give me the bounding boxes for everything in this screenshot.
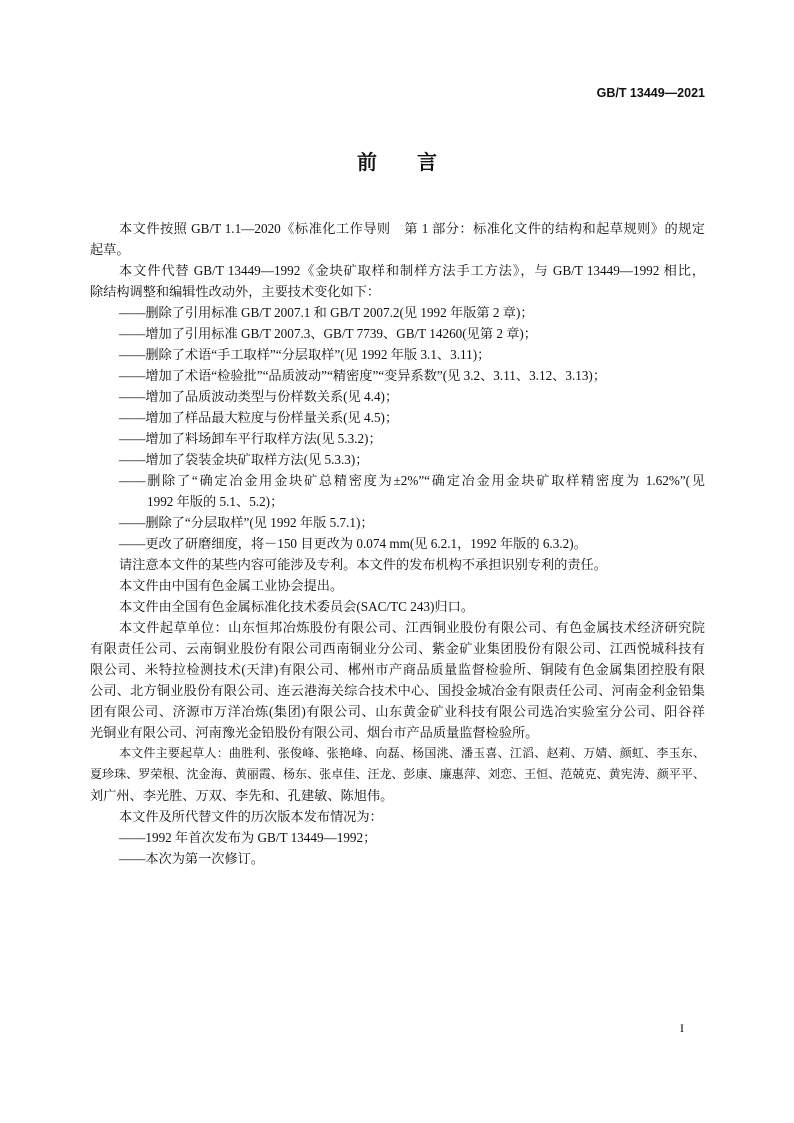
body-line: 本文件代替 GB/T 13449—1992《金块矿取样和制样方法手工方法》，与 GB/T 13449—1992 相比， [119,263,705,278]
change-list-item: ——更改了研磨细度，将－150 目更改为 0.074 mm(见 6.2.1，1992 年版的 6.3.2)。 [119,536,587,551]
change-list-item-continuation: 1992 年版的 5.1、5.2)； [147,494,284,509]
change-list-item: ——增加了品质波动类型与份样数关系(见 4.4)； [119,389,399,404]
change-list-item: ——删除了引用标准 GB/T 2007.1 和 GB/T 2007.2(见 1992 年版第 2 章)； [119,305,534,320]
document-code: GB/T 13449—2021 [596,86,705,100]
change-list-item: ——增加了袋装金块矿取样方法(见 5.3.3)； [119,452,369,467]
drafters: 本文件主要起草人：曲胜利、张俊峰、张艳峰、向磊、杨国洮、潘玉喜、江滔、赵莉、万婧、颜虹、李玉东、 [119,746,705,760]
version-history-item: ——1992 年首次发布为 GB/T 13449—1992； [119,830,377,845]
page-number: I [680,1021,684,1035]
drafters: 刘广州、李光胜、万双、李先和、孔建敏、陈旭伟。 [90,788,394,803]
change-list-item: ——增加了术语“检验批”“品质波动”“精密度”“变异系数”(见 3.2、3.11、3.12、3.13)； [119,368,607,383]
drafting-units: 限公司、米特拉检测技术(天津)有限公司、郴州市产商品质量监督检验所、铜陵有色金属集团控股有限 [90,662,705,677]
committee-statement: 本文件由全国有色金属标准化技术委员会(SAC/TC 243)归口。 [119,599,474,614]
version-history-intro: 本文件及所代替文件的历次版本发布情况为： [119,809,383,824]
drafting-units: 光铜业有限公司、河南豫光金铅股份有限公司、烟台市产品质量监督检验所。 [90,725,539,740]
change-list-item: ——删除了术语“手工取样”“分层取样”(见 1992 年版 3.1、3.11)； [119,347,491,362]
patent-notice: 请注意本文件的某些内容可能涉及专利。本文件的发布机构不承担识别专利的责任。 [119,557,607,572]
body-line: 起草。 [90,242,130,257]
body-line: 本文件按照 GB/T 1.1—2020《标准化工作导则 第 1 部分：标准化文件的结构和起草规则》的规定 [119,221,705,236]
change-list-item: ——增加了样品最大粒度与份样量关系(见 4.5)； [119,410,399,425]
change-list-item: ——删除了“确定冶金用金块矿总精密度为±2%”“确定冶金用金块矿取样精密度为 1.62%”(见 [119,473,705,488]
drafting-units: 有限责任公司、云南铜业股份有限公司西南铜业分公司、紫金矿业集团股份有限公司、江西悦城科技有 [90,641,705,656]
drafting-units: 本文件起草单位：山东恒邦冶炼股份有限公司、江西铜业股份有限公司、有色金属技术经济研究院 [119,620,705,635]
foreword-body [90,218,705,869]
body-line: 除结构调整和编辑性改动外，主要技术变化如下： [90,284,381,299]
proposer-statement: 本文件由中国有色金属工业协会提出。 [119,578,344,593]
drafters: 夏珍珠、罗荣根、沈金海、黄丽霞、杨东、张卓佳、汪龙、彭康、廉惠萍、刘恋、王恒、范兢克、黄宪涛、颜平平、 [90,767,705,781]
page-title: 前 言 [357,152,447,174]
change-list-item: ——增加了引用标准 GB/T 2007.3、GB/T 7739、GB/T 14260(见第 2 章)； [119,326,537,341]
version-history-item: ——本次为第一次修订。 [119,851,265,866]
change-list-item: ——增加了料场卸车平行取样方法(见 5.3.2)； [119,431,382,446]
change-list-item: ——删除了“分层取样”(见 1992 年版 5.7.1)； [119,515,374,530]
drafting-units: 公司、北方铜业股份有限公司、连云港海关综合技术中心、国投金城冶金有限责任公司、河南金利金铅集 [90,683,705,698]
drafting-units: 团有限公司、济源市万洋冶炼(集团)有限公司、山东黄金矿业科技有限公司选冶实验室分公司、阳谷祥 [90,704,705,719]
